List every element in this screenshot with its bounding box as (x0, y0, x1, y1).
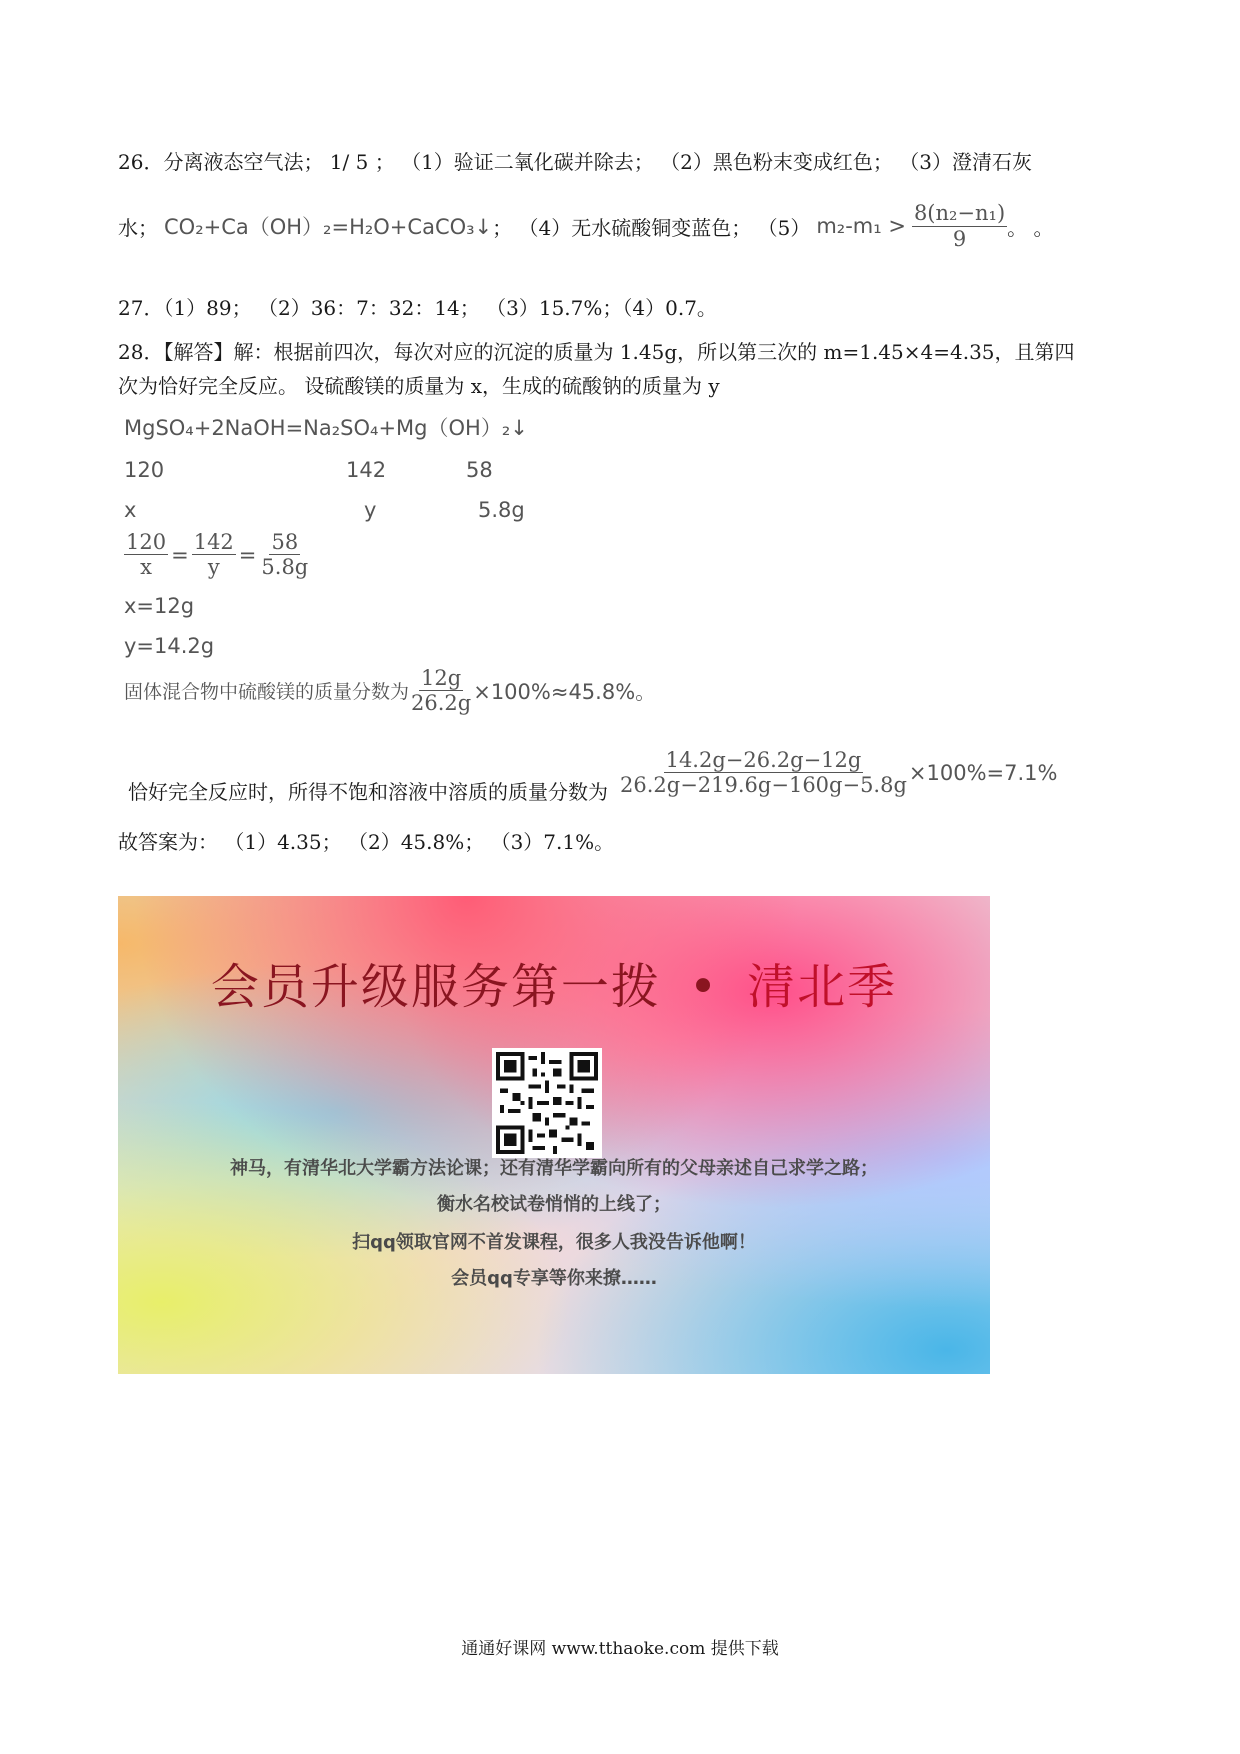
q28-mgso4-prefix: 固体混合物中硫酸镁的质量分数为 (124, 681, 410, 704)
q28-mgso4-num: 12g (421, 666, 462, 690)
q28-row2-b: y (364, 498, 377, 522)
q26-equation: CO₂+Ca（OH）₂=H₂O+CaCO₃↓ (164, 215, 493, 239)
banner-title (118, 948, 990, 1017)
banner-line-4: 会员qq专享等你来撩…… (451, 1268, 657, 1289)
equals-sign: = (171, 542, 189, 567)
q28-solution-prefix: 恰好完全反应时，所得不饱和溶液中溶质的质量分数为 (128, 780, 608, 804)
q26-line2 (118, 194, 1054, 258)
q28-row2-a: x (124, 498, 137, 522)
q27-line: 27．（1）89； （2）36：7：32：14； （3）15.7%；（4）0.7。 (118, 296, 717, 320)
q28-ratio-frac-2 (192, 530, 236, 579)
q28-solution-line (128, 740, 1058, 805)
q28-mgso4-fraction-line (124, 666, 656, 715)
q28-ratio-frac-1 (124, 530, 168, 579)
q28-ratio-den-3: 5.8g (261, 555, 309, 580)
q28-mgso4-frac (409, 666, 473, 715)
q28-ratio-den-1: x (140, 555, 152, 580)
q28-y-result: y=14.2g (124, 634, 215, 658)
q28-x-result: x=12g (124, 594, 195, 618)
q28-row1-b: 142 (346, 458, 387, 482)
q26-mid: ； （4）无水硫酸铜变蓝色； （5） (492, 215, 811, 240)
q28-ratio-frac-3 (259, 530, 310, 579)
q28-ratio-num-1: 120 (126, 530, 167, 554)
q28-ratio-num-2: 142 (193, 530, 234, 554)
q28-mgso4-den: 26.2g (411, 691, 472, 716)
q26-ineq-den: 9 (952, 226, 967, 251)
q26-line1: 26．分离液态空气法； 1/ 5 ； （1）验证二氧化碳并除去； （2）黑色粉末变成红色； （3）澄清石灰 (118, 150, 1032, 174)
q28-solution-num: 14.2g−26.2g−12g (665, 747, 862, 772)
page-footer: 通通好课网 www.tthaoke.com 提供下载 (461, 1639, 779, 1659)
banner-title-name: 清北季 (747, 959, 898, 1015)
q28-solution-frac (618, 748, 909, 797)
q26-end: 。 。 (1007, 215, 1054, 240)
banner-line-3: 扫qq领取官网不首发课程，很多人我没告诉他啊！ (352, 1232, 756, 1253)
q28-ratio-num-3: 58 (271, 530, 299, 554)
q28-intro1: 28．【解答】解：根据前四次，每次对应的沉淀的质量为 1.45g，所以第三次的 m=1.45×4=4.35，且第四 (118, 340, 1075, 364)
q26-prefix: 水； (118, 215, 158, 240)
q28-mgso4-suffix: ×100%≈45.8%。 (473, 679, 657, 704)
q28-equation: MgSO₄+2NaOH=Na₂SO₄+Mg（OH）₂↓ (124, 416, 528, 440)
q28-solution-suffix: ×100%=7.1% (908, 760, 1058, 785)
q26-ineq-fraction (912, 201, 1007, 250)
equals-sign: = (238, 542, 257, 567)
banner-title-main: 会员升级服务第一拨 (210, 959, 661, 1015)
q26-ineq-left: m₂-m₁ > (816, 214, 906, 238)
q28-ratio-den-2: y (207, 555, 220, 580)
q26-ineq-num: 8(n₂−n₁) (913, 201, 1006, 226)
q28-intro2: 次为恰好完全反应。 设硫酸镁的质量为 x，生成的硫酸钠的质量为 y (118, 374, 720, 398)
q28-solution-den: 26.2g−219.6g−160g−5.8g (620, 773, 907, 797)
banner-line-2: 衡水名校试卷悄悄的上线了； (437, 1194, 671, 1215)
banner-line-1: 神马，有清华北大学霸方法论课；还有清华学霸向所有的父母亲述自己求学之路； (230, 1158, 878, 1179)
q28-row1-c: 58 (466, 458, 493, 482)
q28-row2-c: 5.8g (478, 498, 525, 522)
q28-ratio (124, 530, 310, 579)
qr-code-icon[interactable] (492, 1048, 602, 1158)
promo-banner[interactable] (118, 896, 990, 1374)
q28-answer: 故答案为： （1）4.35； （2）45.8%； （3）7.1%。 (118, 830, 615, 854)
banner-title-dot: • (688, 959, 720, 1015)
q28-row1-a: 120 (124, 458, 165, 482)
